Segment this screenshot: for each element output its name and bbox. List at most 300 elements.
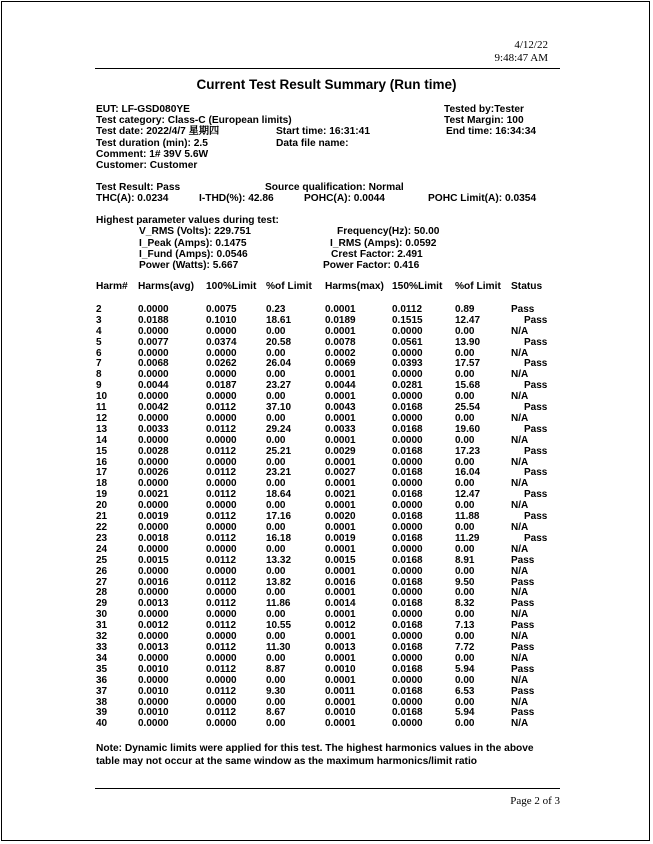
table-cell: 0.0000 — [206, 391, 237, 403]
table-cell: 0.0013 — [325, 641, 356, 653]
table-cell: 0.0000 — [206, 434, 237, 446]
table-cell: 7 — [96, 358, 102, 370]
table-cell: 0.0000 — [138, 325, 169, 337]
table-cell: 5 — [96, 336, 102, 348]
table-cell: 20 — [96, 500, 108, 512]
table-cell: 0.00 — [455, 652, 475, 664]
power-factor-label: Power Factor: 0.416 — [323, 260, 420, 271]
table-cell: 39 — [96, 707, 108, 719]
table-cell: 18.61 — [266, 314, 292, 326]
table-cell: Pass — [511, 576, 535, 588]
table-cell: N/A — [511, 543, 529, 555]
table-cell: 0.0026 — [138, 467, 169, 479]
table-cell: 29.24 — [266, 423, 292, 435]
table-cell: N/A — [511, 456, 529, 468]
table-cell: 15.68 — [455, 380, 481, 392]
note-line-1: Note: Dynamic limits were applied for this test. The highest harmonics values in the above — [96, 743, 534, 754]
table-cell: 0.0016 — [138, 576, 169, 588]
table-cell: N/A — [511, 674, 529, 686]
table-cell: N/A — [511, 478, 529, 490]
table-cell: N/A — [511, 609, 529, 621]
table-cell: N/A — [511, 500, 529, 512]
table-cell: 0.0168 — [392, 554, 423, 566]
table-cell: 0.0020 — [325, 511, 356, 523]
table-cell: 0.0001 — [325, 456, 356, 468]
table-cell: N/A — [511, 718, 529, 730]
table-cell: 0.0014 — [325, 598, 356, 610]
table-cell: 0.00 — [266, 718, 286, 730]
end-time-label: End time: 16:34:34 — [446, 126, 537, 137]
table-cell: 6 — [96, 347, 102, 359]
table-cell: 0.0000 — [206, 587, 237, 599]
table-cell: 4 — [96, 325, 102, 337]
table-cell: 0.0187 — [206, 380, 237, 392]
table-cell: 0.0001 — [325, 565, 356, 577]
pohc-limit-label: POHC Limit(A): 0.0354 — [428, 193, 537, 204]
table-cell: 2 — [96, 303, 102, 315]
table-cell: Pass — [524, 467, 548, 479]
table-cell: 0.0001 — [325, 652, 356, 664]
col-pct-limit-150: %of Limit — [455, 281, 501, 292]
table-cell: 7.72 — [455, 641, 475, 653]
table-cell: 0.0112 — [206, 423, 237, 435]
table-cell: 0.00 — [266, 412, 286, 424]
table-cell: 0.0000 — [138, 500, 169, 512]
table-cell: 0.0012 — [325, 620, 356, 632]
table-cell: 0.0000 — [138, 303, 169, 315]
table-cell: 0.00 — [266, 696, 286, 708]
table-cell: 0.0011 — [325, 685, 356, 697]
table-cell: 0.0112 — [206, 554, 237, 566]
table-cell: 0.89 — [455, 303, 475, 315]
table-cell: 0.00 — [266, 347, 286, 359]
table-cell: 0.0015 — [138, 554, 169, 566]
table-cell: 34 — [96, 652, 108, 664]
highest-params-heading: Highest parameter values during test: — [96, 215, 279, 226]
table-cell: 0.0112 — [206, 685, 237, 697]
table-cell: 0.0168 — [392, 423, 423, 435]
table-cell: 0.00 — [455, 718, 475, 730]
table-cell: 0.0000 — [138, 609, 169, 621]
table-cell: Pass — [511, 641, 535, 653]
table-cell: 0.0042 — [138, 402, 169, 414]
test-category-label: Test category: Class-C (European limits) — [96, 115, 292, 126]
table-cell: 0.0044 — [138, 380, 169, 392]
table-cell: 18 — [96, 478, 108, 490]
thc-label: THC(A): 0.0234 — [96, 193, 169, 204]
table-cell: 19.60 — [455, 423, 481, 435]
table-cell: 0.0168 — [392, 620, 423, 632]
table-cell: 0.0000 — [392, 500, 423, 512]
table-cell: 22 — [96, 522, 108, 534]
table-cell: 0.0000 — [138, 652, 169, 664]
table-cell: Pass — [524, 314, 548, 326]
table-cell: 0.0112 — [206, 489, 237, 501]
table-cell: 0.00 — [266, 434, 286, 446]
table-cell: 11 — [96, 402, 107, 414]
table-cell: 0.0001 — [325, 718, 356, 730]
table-cell: N/A — [511, 434, 529, 446]
table-cell: 0.0112 — [206, 532, 237, 544]
table-cell: N/A — [511, 369, 529, 381]
table-cell: 0.00 — [266, 478, 286, 490]
table-cell: 0.00 — [455, 696, 475, 708]
table-cell: 0.0010 — [138, 707, 169, 719]
table-cell: 0.0000 — [206, 696, 237, 708]
print-date: 4/12/22 — [514, 39, 548, 51]
table-cell: 0.0019 — [138, 511, 169, 523]
table-cell: Pass — [524, 336, 548, 348]
i-peak-label: I_Peak (Amps): 0.1475 — [139, 238, 247, 249]
table-cell: 0.0112 — [206, 445, 237, 457]
table-cell: 0.0000 — [138, 369, 169, 381]
table-cell: N/A — [511, 412, 529, 424]
table-cell: 0.0000 — [392, 478, 423, 490]
col-status: Status — [511, 281, 543, 292]
col-harm-num: Harm# — [96, 281, 128, 292]
eut-label: EUT: LF-GSD080YE — [96, 104, 190, 115]
table-cell: N/A — [511, 696, 529, 708]
table-cell: 23.27 — [266, 380, 292, 392]
table-cell: 0.0001 — [325, 325, 356, 337]
table-cell: 0.0001 — [325, 478, 356, 490]
harmonics-table-body — [96, 305, 561, 730]
table-cell: 17 — [96, 467, 108, 479]
table-cell: 0.0168 — [392, 532, 423, 544]
table-cell: 10 — [96, 391, 108, 403]
table-cell: 0.0000 — [138, 587, 169, 599]
customer-label: Customer: Customer — [96, 160, 198, 171]
table-cell: 0.0000 — [138, 696, 169, 708]
table-cell: 0.00 — [266, 369, 286, 381]
table-row — [96, 687, 561, 698]
table-cell: 0.0112 — [206, 620, 237, 632]
table-cell: 12.47 — [455, 489, 481, 501]
table-cell: 0.00 — [266, 631, 286, 643]
table-cell: 0.0000 — [392, 369, 423, 381]
test-result-label: Test Result: Pass — [96, 182, 181, 193]
table-cell: 0.0000 — [392, 652, 423, 664]
table-cell: 0.0069 — [325, 358, 356, 370]
table-cell: 14 — [96, 434, 108, 446]
table-cell: 0.00 — [455, 325, 475, 337]
table-cell: Pass — [511, 685, 535, 697]
table-cell: 0.0262 — [206, 358, 237, 370]
table-cell: 0.00 — [455, 565, 475, 577]
table-cell: Pass — [511, 598, 535, 610]
table-cell: 0.00 — [266, 325, 286, 337]
table-cell: 26 — [96, 565, 108, 577]
table-cell: 0.0112 — [206, 663, 237, 675]
table-cell: 0.0112 — [206, 598, 237, 610]
table-cell: 0.0374 — [206, 336, 237, 348]
tested-by-label: Tested by:Tester — [444, 104, 525, 115]
table-cell: 0.0000 — [392, 391, 423, 403]
table-cell: 8.87 — [266, 663, 286, 675]
table-cell: 9.50 — [455, 576, 475, 588]
table-cell: 3 — [96, 314, 102, 326]
table-cell: 0.00 — [455, 369, 475, 381]
table-cell: 0.00 — [266, 391, 286, 403]
table-cell: 13.82 — [266, 576, 292, 588]
table-cell: 5.94 — [455, 707, 475, 719]
table-cell: 0.0000 — [138, 391, 169, 403]
col-pct-limit: %of Limit — [266, 281, 312, 292]
table-cell: 0.0018 — [138, 532, 169, 544]
table-cell: 5.94 — [455, 663, 475, 675]
test-duration-label: Test duration (min): 2.5 — [96, 138, 208, 149]
note-line-2: table may not occur at the same window as the maximum harmonics/limit ratio — [96, 756, 477, 767]
data-file-label: Data file name: — [276, 138, 349, 149]
table-cell: 0.0000 — [206, 609, 237, 621]
table-cell: 0.0000 — [206, 565, 237, 577]
table-cell: 0.0000 — [138, 347, 169, 359]
table-cell: 0.0010 — [325, 707, 356, 719]
table-cell: 0.0000 — [206, 325, 237, 337]
page-number: Page 2 of 3 — [510, 795, 560, 807]
table-cell: 10.55 — [266, 620, 292, 632]
table-cell: N/A — [511, 565, 529, 577]
table-cell: 0.00 — [455, 412, 475, 424]
table-cell: 0.0077 — [138, 336, 169, 348]
table-cell: 0.0001 — [325, 500, 356, 512]
i-rms-label: I_RMS (Amps): 0.0592 — [330, 238, 437, 249]
table-cell: 0.0000 — [206, 718, 237, 730]
table-cell: 0.0168 — [392, 467, 423, 479]
table-cell: 0.0168 — [392, 707, 423, 719]
table-cell: 0.0001 — [325, 609, 356, 621]
table-cell: 37.10 — [266, 402, 292, 414]
table-cell: 0.0001 — [325, 696, 356, 708]
table-cell: 0.0000 — [206, 522, 237, 534]
table-cell: 0.0027 — [325, 467, 356, 479]
table-cell: 0.0112 — [206, 707, 237, 719]
table-cell: 0.0002 — [325, 347, 356, 359]
table-cell: 0.0000 — [206, 369, 237, 381]
table-cell: 0.00 — [266, 456, 286, 468]
table-cell: 21 — [96, 511, 108, 523]
table-cell: 0.0000 — [206, 347, 237, 359]
table-cell: 28 — [96, 587, 108, 599]
table-cell: 25.54 — [455, 402, 481, 414]
table-cell: 0.0168 — [392, 641, 423, 653]
table-cell: Pass — [524, 402, 548, 414]
table-cell: 0.0000 — [206, 543, 237, 555]
table-cell: 0.0112 — [206, 402, 237, 414]
print-timestamp — [495, 39, 548, 65]
col-100-limit: 100%Limit — [206, 281, 257, 292]
table-cell: 0.00 — [266, 609, 286, 621]
table-cell: 24 — [96, 543, 108, 555]
table-cell: Pass — [524, 511, 548, 523]
table-cell: 0.0001 — [325, 369, 356, 381]
table-cell: 40 — [96, 718, 108, 730]
table-cell: 37 — [96, 685, 108, 697]
page-title: Current Test Result Summary (Run time) — [196, 77, 457, 92]
table-cell: 0.0000 — [392, 631, 423, 643]
table-cell: 0.0013 — [138, 598, 169, 610]
table-cell: 0.0000 — [392, 696, 423, 708]
table-header-row — [96, 280, 561, 294]
table-cell: 33 — [96, 641, 108, 653]
col-150-limit: 150%Limit — [392, 281, 443, 292]
start-time-label: Start time: 16:31:41 — [276, 126, 370, 137]
table-cell: 0.00 — [455, 391, 475, 403]
table-cell: Pass — [511, 707, 535, 719]
table-cell: 0.0000 — [138, 478, 169, 490]
table-cell: 0.0001 — [325, 587, 356, 599]
table-cell: N/A — [511, 587, 529, 599]
table-cell: 0.0000 — [206, 674, 237, 686]
table-cell: 0.00 — [455, 631, 475, 643]
table-cell: 0.0015 — [325, 554, 356, 566]
header-rule — [95, 68, 560, 69]
table-cell: Pass — [511, 554, 535, 566]
table-cell: 0.0001 — [325, 631, 356, 643]
table-cell: 0.0000 — [138, 412, 169, 424]
table-row — [96, 338, 561, 349]
table-cell: 0.0000 — [206, 456, 237, 468]
table-cell: 0.0075 — [206, 303, 237, 315]
table-cell: N/A — [511, 347, 529, 359]
table-cell: N/A — [511, 325, 529, 337]
i-fund-label: I_Fund (Amps): 0.0546 — [139, 249, 248, 260]
table-cell: 0.0000 — [206, 478, 237, 490]
table-cell: 25 — [96, 554, 108, 566]
table-cell: 0.0000 — [138, 674, 169, 686]
table-cell: 0.0000 — [392, 522, 423, 534]
table-cell: 0.00 — [455, 500, 475, 512]
table-cell: 9.30 — [266, 685, 286, 697]
table-cell: 0.0281 — [392, 380, 423, 392]
table-cell: 23.21 — [266, 467, 292, 479]
col-harms-avg: Harms(avg) — [138, 281, 195, 292]
table-cell: 0.0168 — [392, 598, 423, 610]
table-cell: 0.00 — [266, 522, 286, 534]
table-cell: 0.0001 — [325, 303, 356, 315]
col-harms-max: Harms(max) — [325, 281, 384, 292]
table-cell: 0.0078 — [325, 336, 356, 348]
table-cell: 0.00 — [266, 674, 286, 686]
table-cell: 0.1515 — [392, 314, 423, 326]
table-cell: 0.0000 — [138, 718, 169, 730]
table-cell: 16 — [96, 456, 108, 468]
table-cell: Pass — [524, 423, 548, 435]
table-cell: 26.04 — [266, 358, 292, 370]
table-cell: 12.47 — [455, 314, 481, 326]
table-cell: 17.57 — [455, 358, 481, 370]
table-cell: 6.53 — [455, 685, 475, 697]
table-cell: 19 — [96, 489, 108, 501]
table-cell: 0.0112 — [206, 467, 237, 479]
table-cell: 0.0561 — [392, 336, 423, 348]
table-cell: 0.0112 — [206, 511, 237, 523]
table-row — [96, 676, 561, 687]
table-cell: 0.0010 — [138, 685, 169, 697]
pohc-label: POHC(A): 0.0044 — [304, 193, 385, 204]
table-cell: N/A — [511, 522, 529, 534]
table-cell: 0.0000 — [206, 500, 237, 512]
table-cell: 7.13 — [455, 620, 475, 632]
ithd-label: I-THD(%): 42.86 — [199, 193, 274, 204]
table-cell: 0.0168 — [392, 489, 423, 501]
table-cell: 0.0000 — [392, 325, 423, 337]
table-cell: 0.00 — [455, 456, 475, 468]
table-cell: 32 — [96, 631, 108, 643]
table-cell: 30 — [96, 609, 108, 621]
table-cell: 0.0000 — [392, 609, 423, 621]
table-cell: 0.0016 — [325, 576, 356, 588]
table-row — [96, 327, 561, 338]
table-cell: 0.0168 — [392, 402, 423, 414]
table-cell: 0.0019 — [325, 532, 356, 544]
table-cell: 0.0000 — [392, 434, 423, 446]
table-cell: Pass — [524, 532, 548, 544]
table-cell: 0.0112 — [206, 576, 237, 588]
table-cell: 0.0168 — [392, 685, 423, 697]
table-cell: 20.58 — [266, 336, 292, 348]
table-cell: 0.00 — [455, 478, 475, 490]
table-cell: 13.32 — [266, 554, 292, 566]
table-cell: 11.29 — [455, 532, 480, 544]
table-cell: 0.00 — [455, 434, 475, 446]
dynamic-limits-note — [96, 742, 534, 768]
table-cell: 11.88 — [455, 511, 480, 523]
table-row — [96, 556, 561, 567]
table-cell: 0.0189 — [325, 314, 356, 326]
table-cell: 0.0000 — [392, 587, 423, 599]
table-cell: 0.00 — [266, 543, 286, 555]
crest-factor-label: Crest Factor: 2.491 — [331, 249, 423, 260]
table-cell: 0.0021 — [138, 489, 169, 501]
test-margin-label: Test Margin: 100 — [444, 115, 524, 126]
table-cell: 0.0001 — [325, 391, 356, 403]
table-cell: 31 — [96, 620, 108, 632]
table-cell: Pass — [524, 445, 548, 457]
table-cell: 0.0112 — [392, 303, 423, 315]
table-cell: 0.0000 — [392, 456, 423, 468]
table-cell: 0.0013 — [138, 641, 169, 653]
table-cell: 0.0188 — [138, 314, 169, 326]
table-cell: 27 — [96, 576, 108, 588]
table-cell: 0.0000 — [138, 434, 169, 446]
test-date-label: Test date: 2022/4/7 星期四 — [96, 126, 220, 137]
harmonics-table — [96, 280, 561, 730]
table-cell: 16.18 — [266, 532, 292, 544]
table-cell: 0.0000 — [206, 412, 237, 424]
table-cell: 0.0010 — [325, 663, 356, 675]
table-cell: 0.0068 — [138, 358, 169, 370]
table-row — [96, 447, 561, 458]
table-cell: 0.00 — [266, 652, 286, 664]
table-cell: 17.16 — [266, 511, 292, 523]
table-cell: 0.0029 — [325, 445, 356, 457]
table-cell: 8.32 — [455, 598, 475, 610]
table-cell: 8 — [96, 369, 102, 381]
table-cell: 0.0168 — [392, 445, 423, 457]
table-cell: 0.1010 — [206, 314, 237, 326]
table-cell: 17.23 — [455, 445, 481, 457]
table-cell: 13 — [96, 423, 108, 435]
source-qualification-label: Source qualification: Normal — [265, 182, 404, 193]
v-rms-label: V_RMS (Volts): 229.751 — [139, 226, 251, 237]
table-cell: 0.0168 — [392, 576, 423, 588]
table-cell: Pass — [524, 380, 548, 392]
table-cell: 38 — [96, 696, 108, 708]
table-cell: 0.0000 — [392, 412, 423, 424]
table-cell: 0.0000 — [392, 674, 423, 686]
table-cell: 0.0001 — [325, 543, 356, 555]
